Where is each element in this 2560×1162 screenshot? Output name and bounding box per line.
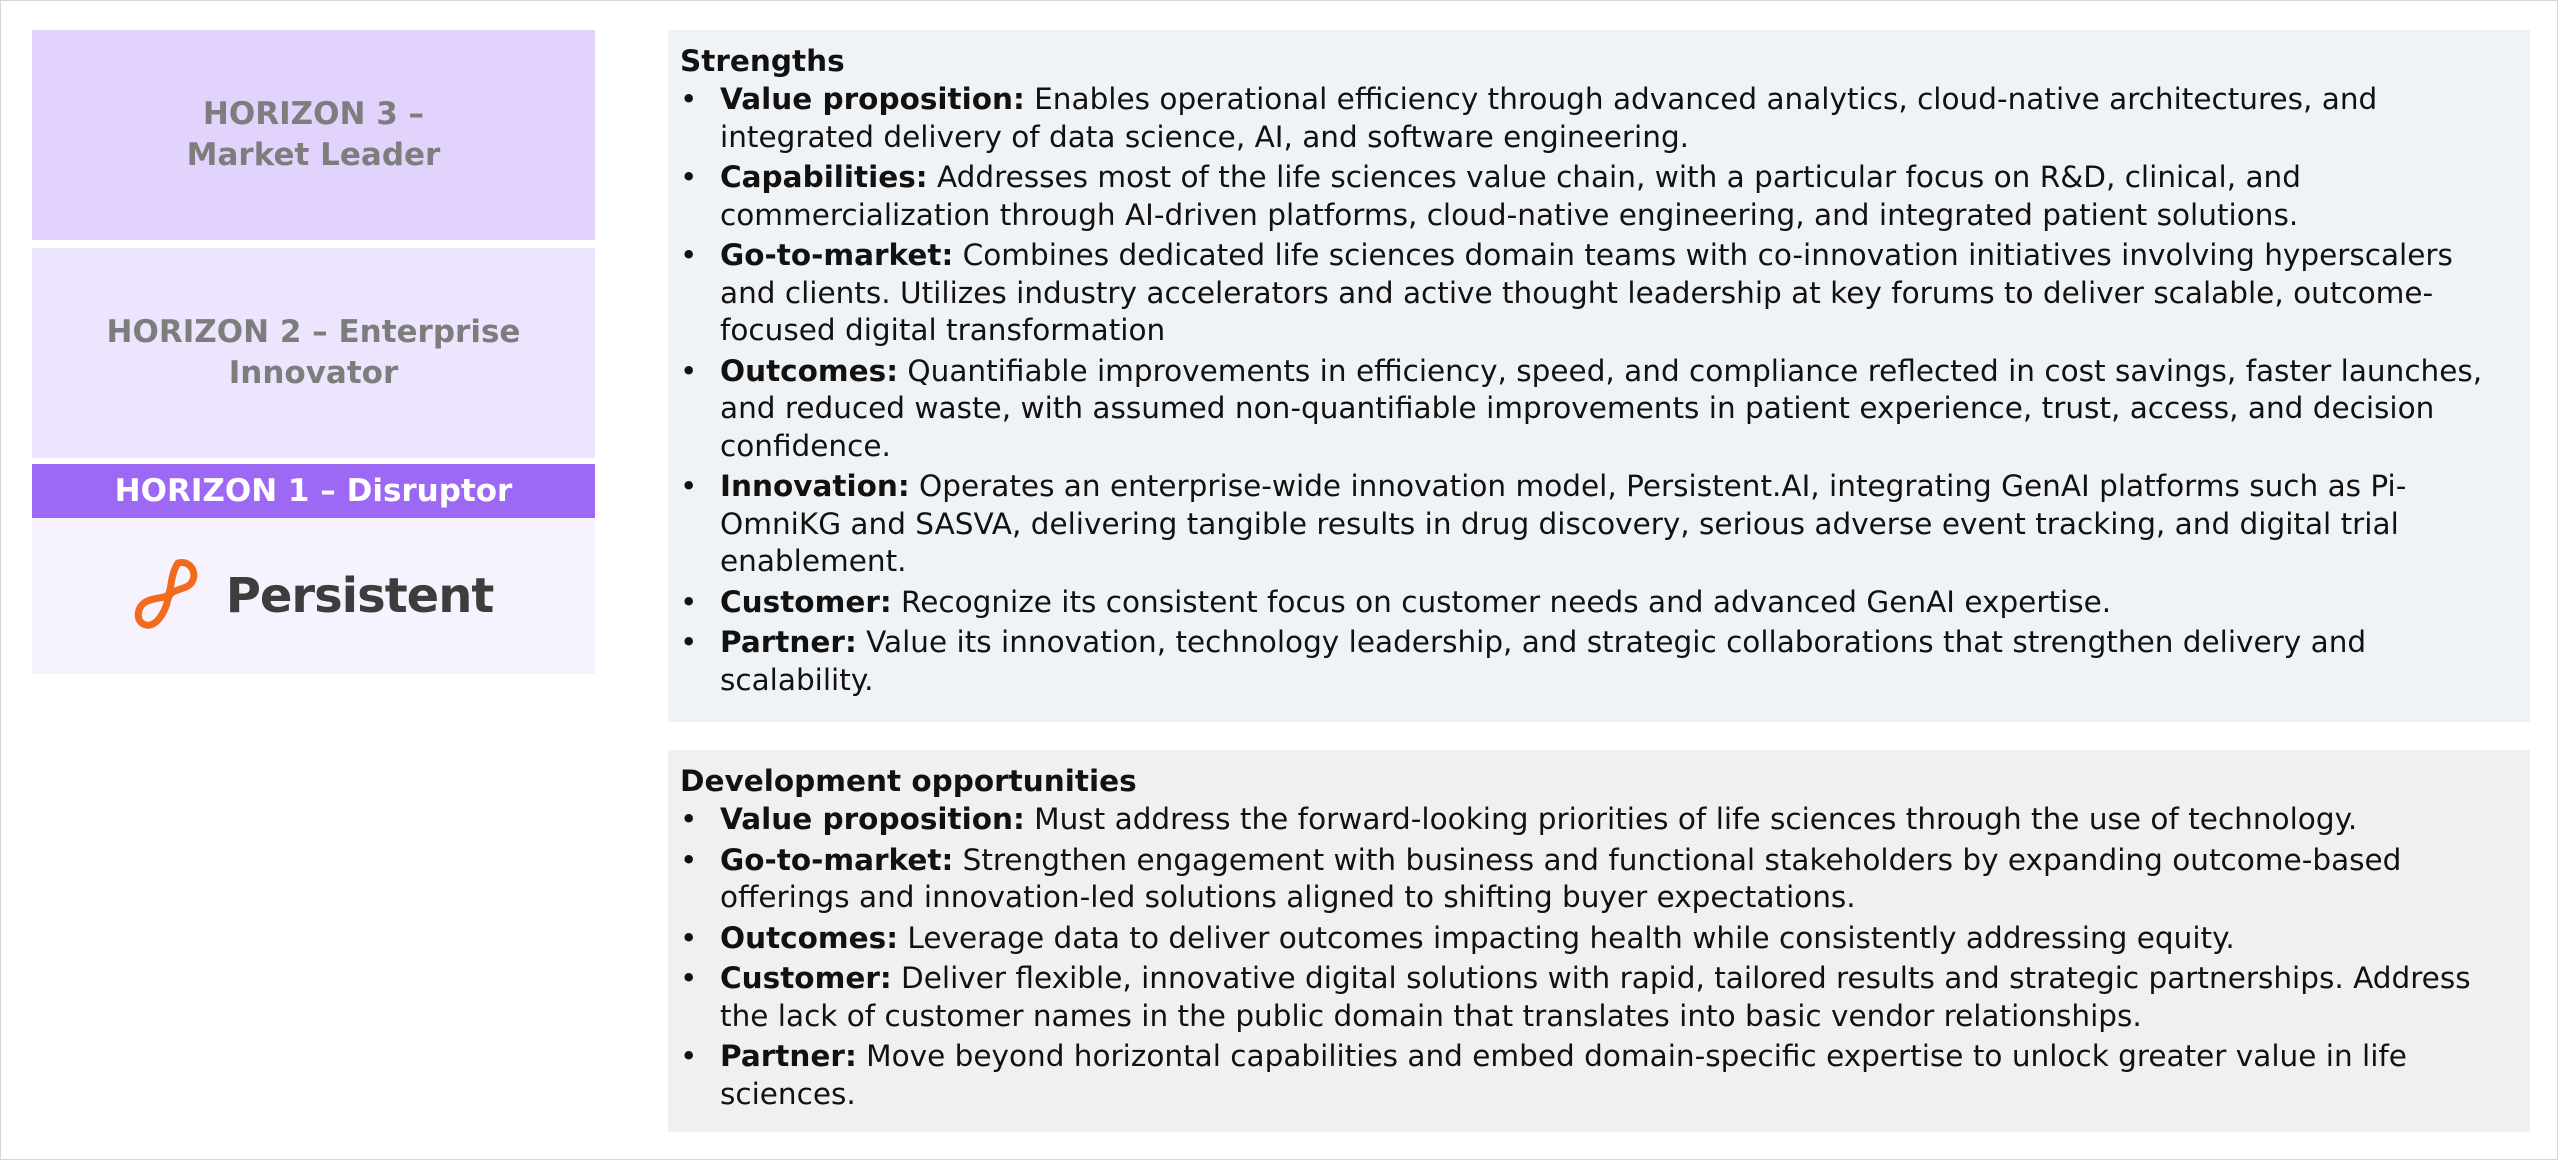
item-lead: Capabilities: <box>720 160 928 194</box>
item-text: Strengthen engagement with business and functional stakeholders by expanding outcome-based offerings and innovation-led solutions aligned to shifting buyer expectations. <box>720 842 2402 914</box>
horizon-2-line2: Innovator <box>228 355 399 391</box>
strengths-list <box>680 81 2516 699</box>
list-item <box>680 81 2516 156</box>
item-lead: Outcomes: <box>720 353 899 388</box>
item-lead: Partner: <box>720 625 857 659</box>
item-lead: Customer: <box>720 961 892 995</box>
persistent-logo-text: Persistent <box>225 568 494 624</box>
list-item <box>680 584 2516 622</box>
horizon-2-box <box>32 248 595 458</box>
development-title: Development opportunities <box>680 764 1137 798</box>
list-item <box>680 801 2516 839</box>
item-lead: Value proposition: <box>720 802 1025 836</box>
strengths-panel <box>668 30 2530 722</box>
list-item <box>680 353 2516 466</box>
item-text: Must address the forward-looking priorities of life sciences through the use of technology. <box>1024 802 2358 836</box>
list-item <box>680 1038 2516 1113</box>
item-lead: Innovation: <box>720 469 910 503</box>
list-item <box>680 842 2516 917</box>
strengths-title: Strengths <box>680 44 845 78</box>
horizon-2-line1: HORIZON 2 – Enterprise <box>106 314 521 350</box>
item-text: Value its innovation, technology leadership, and strategic collaborations that strengthen delivery and scalability. <box>720 625 2367 697</box>
persistent-infinity-logo-icon <box>134 555 206 637</box>
development-opportunities-panel <box>668 750 2530 1132</box>
list-item <box>680 920 2516 958</box>
item-text: Quantifiable improvements in efficiency, speed, and compliance reflected in cost savings, faster launches, and reduced waste, with assumed non-quantifiable improvements in patient experience, trust, access, and decision confidence. <box>720 353 2483 463</box>
item-text: Enables operational efficiency through advanced analytics, cloud-native architectures, and integrated delivery of data science, AI, and software engineering. <box>720 82 2378 154</box>
item-text: Recognize its consistent focus on customer needs and advanced GenAI expertise. <box>891 584 2112 619</box>
horizon-1-banner <box>32 464 595 518</box>
item-lead: Partner: <box>720 1039 857 1073</box>
horizon-3-box <box>32 30 595 240</box>
item-lead: Go-to-market: <box>720 238 954 272</box>
item-text: Combines dedicated life sciences domain teams with co-innovation initiatives involving hyperscalers and clients. Utilizes industry accelerators and active thought leadership at key forums to deliver scalable, outcome-focused digital transformation <box>720 238 2453 347</box>
item-lead: Customer: <box>720 584 892 619</box>
persistent-logo <box>134 555 494 637</box>
company-logo-box <box>32 518 595 674</box>
item-text: Addresses most of the life sciences value chain, with a particular focus on R&D, clinical, and commercialization through AI-driven platforms, cloud-native engineering, and integrated patient solutions. <box>720 160 2301 232</box>
development-list <box>680 801 2516 1113</box>
item-text: Operates an enterprise-wide innovation model, Persistent.AI, integrating GenAI platforms such as Pi-OmniKG and SASVA, delivering tangible results in drug discovery, serious adverse event tracking, and digital trial enablement. <box>720 469 2407 578</box>
item-text: Deliver flexible, innovative digital solutions with rapid, tailored results and strategic partnerships. Address the lack of customer names in the public domain that translates into basic vendor relationships. <box>720 961 2471 1033</box>
item-lead: Go-to-market: <box>720 842 954 877</box>
horizon-3-line2: Market Leader <box>186 137 441 173</box>
item-lead: Value proposition: <box>720 82 1025 116</box>
item-lead: Outcomes: <box>720 920 899 955</box>
list-item <box>680 468 2516 581</box>
list-item <box>680 159 2516 234</box>
item-text: Move beyond horizontal capabilities and embed domain-specific expertise to unlock greater value in life sciences. <box>720 1039 2407 1111</box>
list-item <box>680 624 2516 699</box>
item-text: Leverage data to deliver outcomes impacting health while consistently addressing equity. <box>898 920 2235 955</box>
horizon-1-label: HORIZON 1 – Disruptor <box>114 473 513 509</box>
horizon-3-line1: HORIZON 3 – <box>202 96 425 132</box>
list-item <box>680 960 2516 1035</box>
list-item <box>680 237 2516 350</box>
